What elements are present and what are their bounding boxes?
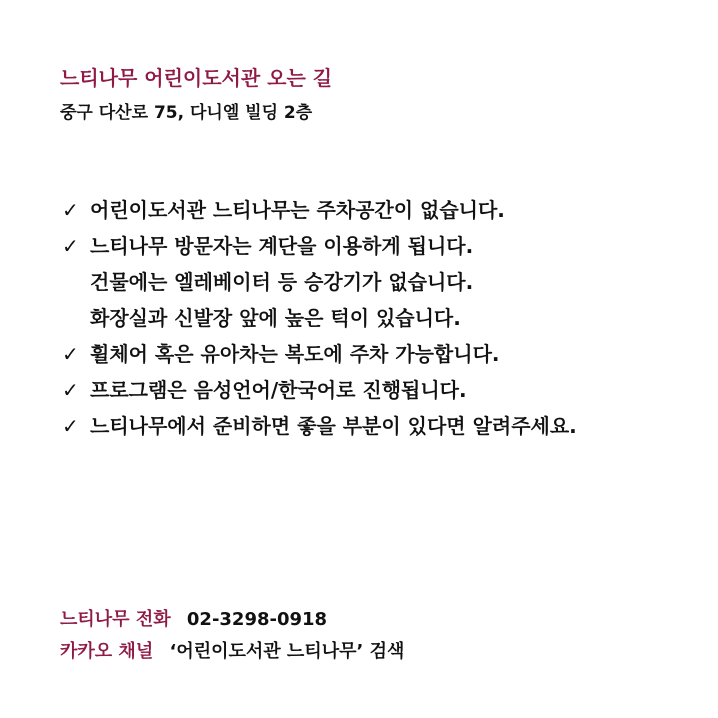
note-text: 프로그램은 음성언어/한국어로 진행됩니다. bbox=[90, 378, 467, 402]
notes-list bbox=[62, 192, 702, 444]
address: 중구 다산로 75, 다니엘 빌딩 2층 bbox=[60, 103, 313, 123]
note-item bbox=[62, 336, 702, 372]
note-text: 느티나무 방문자는 계단을 이용하게 됩니다. bbox=[90, 234, 474, 258]
note-item bbox=[62, 408, 702, 444]
check-icon: ✓ bbox=[62, 234, 79, 258]
phone-row bbox=[60, 604, 404, 636]
note-item bbox=[62, 228, 702, 264]
kakao-label: 카카오 채널 bbox=[60, 641, 154, 662]
note-item bbox=[62, 372, 702, 408]
note-item bbox=[62, 192, 702, 228]
check-icon: ✓ bbox=[62, 342, 79, 366]
note-text: 건물에는 엘레베이터 등 승강기가 없습니다. bbox=[90, 270, 474, 294]
note-item bbox=[62, 300, 702, 336]
kakao-row bbox=[60, 636, 404, 668]
check-icon: ✓ bbox=[62, 414, 79, 438]
note-text: 어린이도서관 느티나무는 주차공간이 없습니다. bbox=[90, 198, 505, 222]
header bbox=[60, 64, 332, 126]
check-icon: ✓ bbox=[62, 378, 79, 402]
phone-label: 느티나무 전화 bbox=[60, 609, 171, 630]
phone-number: 02-3298-0918 bbox=[186, 609, 328, 630]
kakao-search-text: ‘어린이도서관 느티나무’ 검색 bbox=[169, 641, 405, 662]
page-title: 느티나무 어린이도서관 오는 길 bbox=[60, 66, 333, 90]
note-item bbox=[62, 264, 702, 300]
contact-info bbox=[60, 604, 404, 668]
check-icon: ✓ bbox=[62, 198, 79, 222]
note-text: 화장실과 신발장 앞에 높은 턱이 있습니다. bbox=[90, 306, 461, 330]
note-text: 휠체어 혹은 유아차는 복도에 주차 가능합니다. bbox=[90, 342, 500, 366]
note-text: 느티나무에서 준비하면 좋을 부분이 있다면 알려주세요. bbox=[90, 414, 577, 438]
